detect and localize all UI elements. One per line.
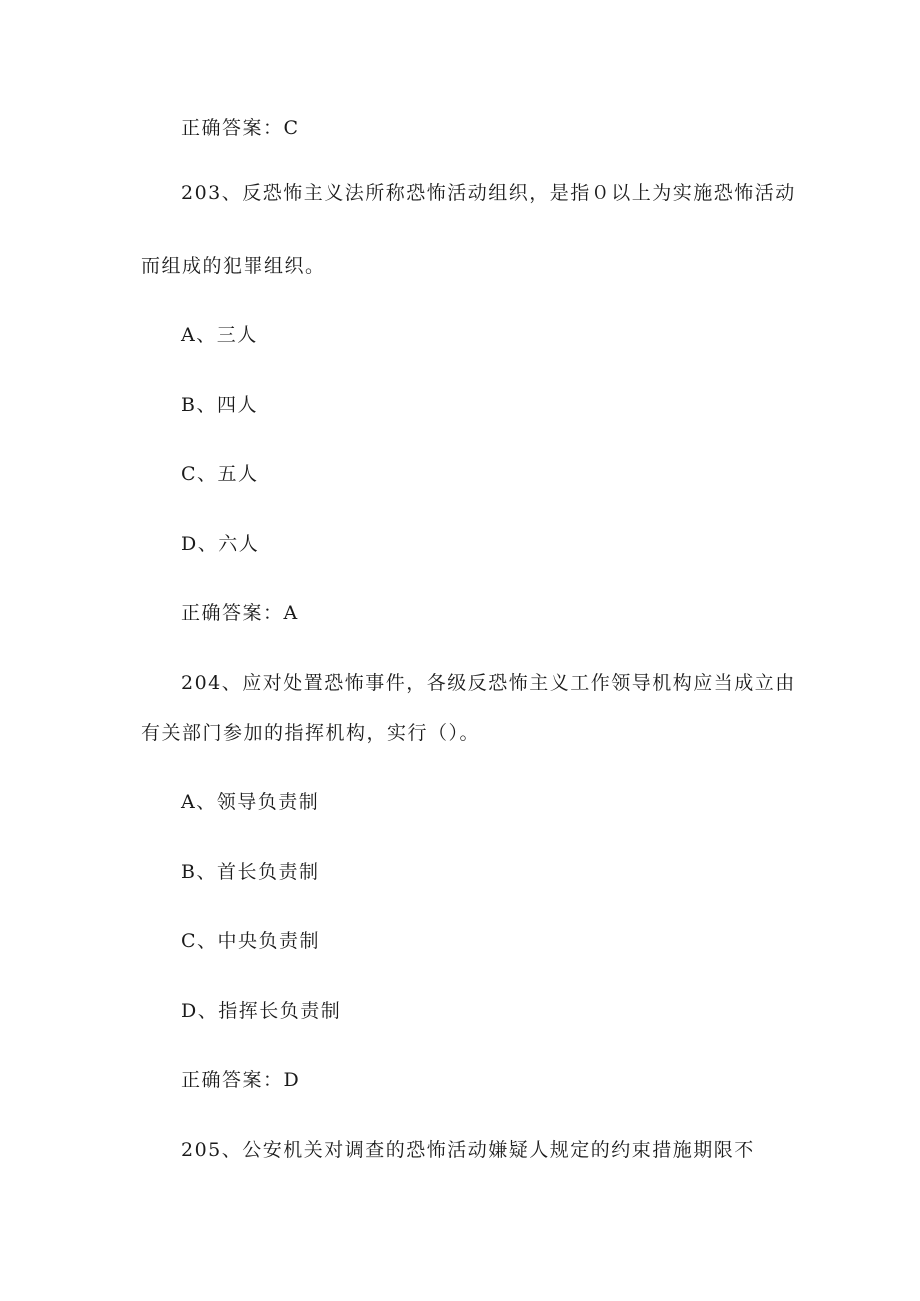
question-203-option-d: D、六人 <box>181 533 260 555</box>
question-204-option-c: C、中央负责制 <box>181 930 321 952</box>
answer-204: 正确答案：D <box>181 1069 301 1091</box>
question-204-option-d: D、指挥长负责制 <box>181 1000 342 1022</box>
question-203-line-2: 而组成的犯罪组织。 <box>141 255 326 277</box>
question-204-line-2: 有关部门参加的指挥机构，实行（）。 <box>141 722 481 744</box>
question-204-option-a: A、领导负责制 <box>181 791 320 813</box>
question-203-option-b: B、四人 <box>181 394 258 416</box>
question-203-option-c: C、五人 <box>181 463 259 485</box>
question-204-option-b: B、首长负责制 <box>181 861 320 883</box>
question-203-option-a: A、三人 <box>181 324 258 346</box>
question-205-line-1: 205、公安机关对调查的恐怖活动嫌疑人规定的约束措施期限不 <box>181 1139 755 1161</box>
answer-202: 正确答案：C <box>181 117 300 139</box>
question-204-line-1: 204、应对处置恐怖事件，各级反恐怖主义工作领导机构应当成立由 <box>181 672 796 694</box>
answer-203: 正确答案：A <box>181 602 299 624</box>
question-203-line-1: 203、反恐怖主义法所称恐怖活动组织，是指０以上为实施恐怖活动 <box>181 182 796 204</box>
